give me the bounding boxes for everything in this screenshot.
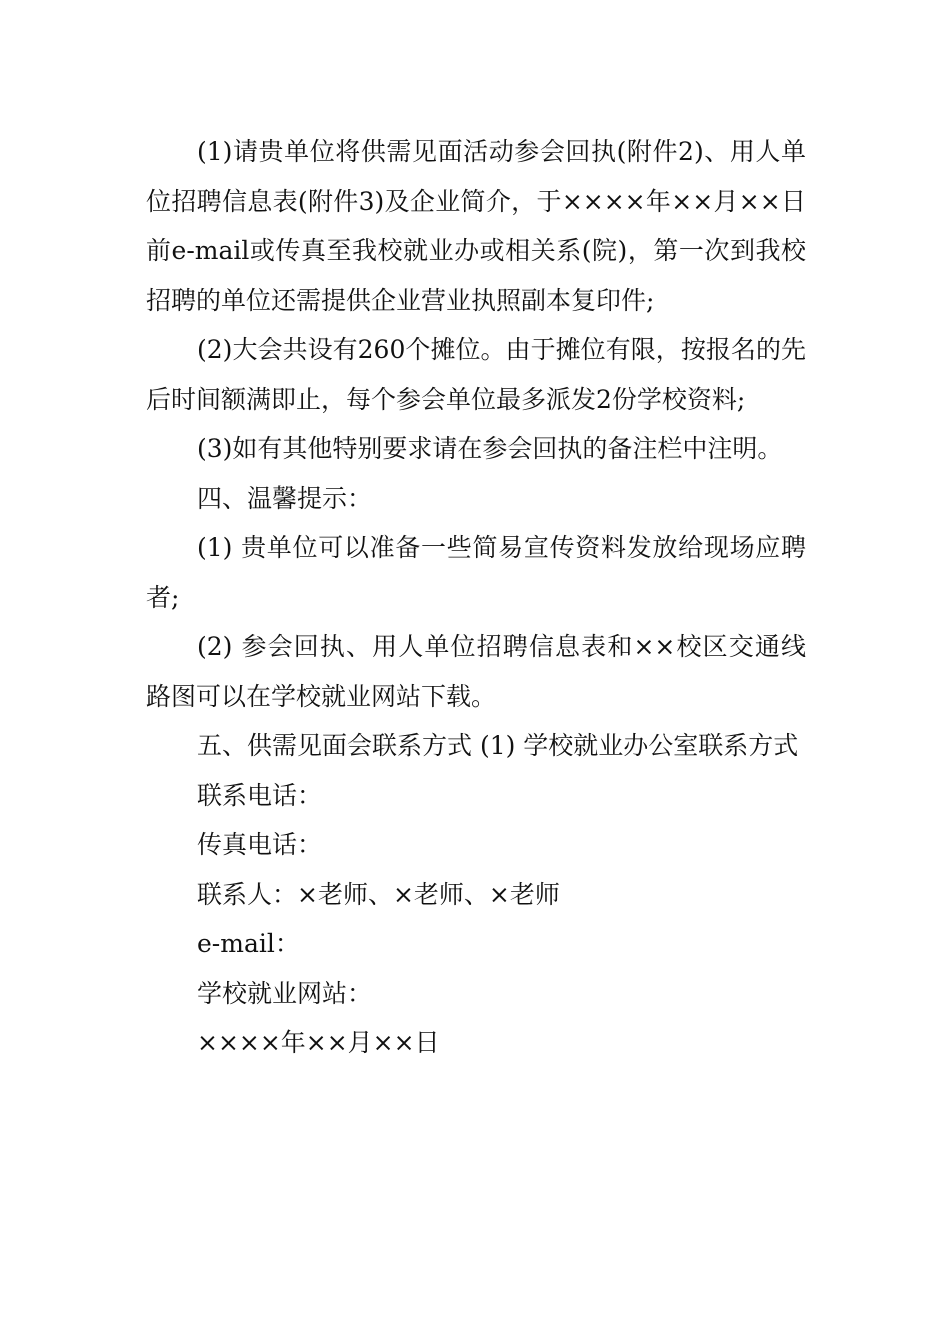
paragraph-tip-materials: (1) 贵单位可以准备一些简易宣传资料发放给现场应聘者; [146,533,806,612]
contact-phone: 联系电话： [197,780,323,810]
paragraph-booth-info: (2)大会共设有260个摊位。由于摊位有限，按报名的先后时间额满即止，每个参会单位最多派发2份学校资料; [146,335,806,414]
document-body [146,127,806,1068]
contact-person: 联系人：×老师、×老师、×老师 [197,879,560,909]
paragraph-tip-downloads: (2) 参会回执、用人单位招聘信息表和××校区交通线路图可以在学校就业网站下载。 [146,632,806,711]
section-heading-tips: 四、温馨提示： [197,483,373,513]
contact-website: 学校就业网站： [197,978,373,1008]
paragraph-special-requests: (3)如有其他特别要求请在参会回执的备注栏中注明。 [197,434,783,463]
section-heading-contact: 五、供需见面会联系方式 (1) 学校就业办公室联系方式 [197,731,799,760]
contact-fax: 传真电话： [197,830,323,859]
document-date: ××××年××月××日 [197,1028,440,1057]
paragraph-submission-requirements: (1)请贵单位将供需见面活动参会回执(附件2)、用人单位招聘信息表(附件3)及企业简介，于××××年××月××日前e-mail或传真至我校就业办或相关系(院)，第一次到我校招聘的单位还需提供企业营业执照副本复印件; [146,137,806,315]
contact-email: e-mail： [197,929,300,958]
